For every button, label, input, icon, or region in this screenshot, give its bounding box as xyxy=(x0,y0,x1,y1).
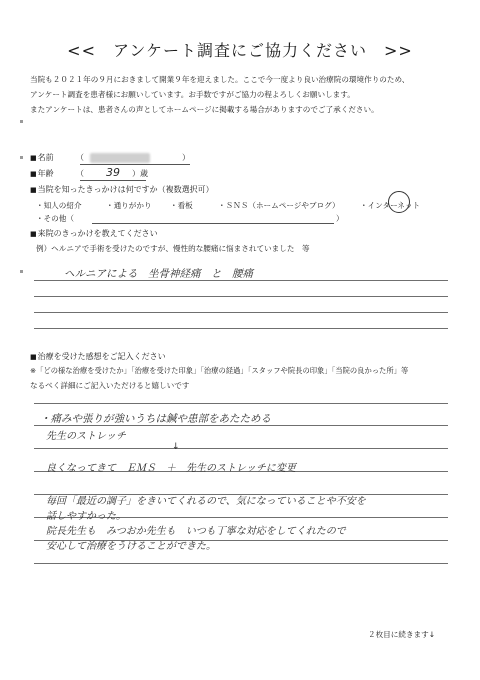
option-sns: ・ＳＮＳ（ホームページやブログ） xyxy=(218,201,340,210)
impression-note-2: なるべく詳細にご記入いただけると嬉しいです xyxy=(30,381,190,390)
age-close: ）歳 xyxy=(132,169,148,178)
answer-line xyxy=(34,328,448,329)
answer-text-3: 良くなってきて ＥＭＳ ＋ 先生のストレッチに変更 xyxy=(46,463,296,474)
answer-text-2: 先生のストレッチ xyxy=(46,431,126,442)
option-signboard: ・看板 xyxy=(170,201,193,210)
continue-note: ２枚目に続きます↓ xyxy=(368,630,436,639)
trigger-question xyxy=(30,184,214,195)
scan-mark xyxy=(20,120,23,123)
option-passing-by: ・通りがかり xyxy=(106,201,152,210)
answer-line xyxy=(34,563,448,564)
bullet-icon: ■ xyxy=(30,170,37,178)
other-underline xyxy=(92,223,334,224)
impression-note-1: ※「どの様な治療を受けたか」「治療を受けた印象」「治療の経過」「スタッフや院長の印象」「当院の良かった所」等 xyxy=(30,366,409,375)
age-row xyxy=(30,168,54,179)
bullet-icon: ■ xyxy=(30,186,37,194)
intro-line-1: 当院も２０２１年の９月におきまして開業９年を迎えました。ここで今一度より良い治療院の環境作りのため、 xyxy=(30,75,410,84)
impression-question xyxy=(30,351,166,362)
answer-line xyxy=(34,312,448,313)
name-open-paren: （ xyxy=(76,153,84,162)
answer-line xyxy=(34,296,448,297)
answer-text-7: 安心して治療をうけることができた。 xyxy=(46,541,216,552)
visit-answer: ヘルニアによる 坐骨神経痛 と 腰痛 xyxy=(64,268,253,280)
age-value: 39 xyxy=(106,166,120,179)
name-close-paren: ） xyxy=(182,153,190,162)
impression-label: 治療を受けた感想をご記入ください xyxy=(37,352,166,361)
intro-text xyxy=(30,72,460,117)
answer-line xyxy=(34,403,448,404)
scan-mark xyxy=(20,270,23,273)
option-acquaintance: ・知人の紹介 xyxy=(36,201,82,210)
name-row xyxy=(30,152,54,163)
bullet-icon: ■ xyxy=(30,353,37,361)
visit-label: 来院のきっかけを教えてください xyxy=(37,229,158,238)
trigger-label: 当院を知ったきっかけは何ですか（複数選択可） xyxy=(37,185,214,194)
name-underline xyxy=(80,164,190,165)
age-open-paren: （ xyxy=(76,169,84,178)
age-label: 年齢 xyxy=(37,169,54,178)
option-other: ・その他（ xyxy=(36,214,74,223)
option-other-close: ） xyxy=(336,214,344,223)
intro-line-2: アンケート調査を患者様にお願いしています。お手数ですがご協力の程よろしくお願いします。 xyxy=(30,90,355,99)
answer-line xyxy=(34,448,448,449)
answer-text-4: 毎回「最近の調子」をきいてくれるので、気になっていることや不安を xyxy=(46,496,366,507)
visit-question xyxy=(30,228,158,239)
answer-line xyxy=(34,280,448,281)
bullet-icon: ■ xyxy=(30,154,37,162)
name-label: 名前 xyxy=(37,153,54,162)
selected-option-circle xyxy=(388,191,410,213)
answer-arrow: ↓ xyxy=(172,442,180,452)
scan-mark xyxy=(20,156,23,159)
answer-text-6: 院長先生も みつおか先生も いつも丁寧な対応をしてくれたので xyxy=(46,526,346,537)
redacted-name xyxy=(90,153,150,163)
answer-text-5: 話しやすかった。 xyxy=(46,511,126,522)
visit-example: 例）ヘルニアで手術を受けたのですが、慢性的な腰痛に悩まされていました 等 xyxy=(36,244,310,253)
bullet-icon: ■ xyxy=(30,230,37,238)
page-title: << アンケート調査にご協力ください >> xyxy=(67,41,413,60)
option-internet: ・インターネット xyxy=(360,201,421,210)
answer-text-1: ・痛みや張りが強いうちは鍼や患部をあたためる xyxy=(40,413,271,425)
intro-line-3: またアンケートは、患者さんの声としてホームページに掲載する場合がありますのでご了承ください。 xyxy=(30,105,379,114)
age-underline xyxy=(80,180,146,181)
